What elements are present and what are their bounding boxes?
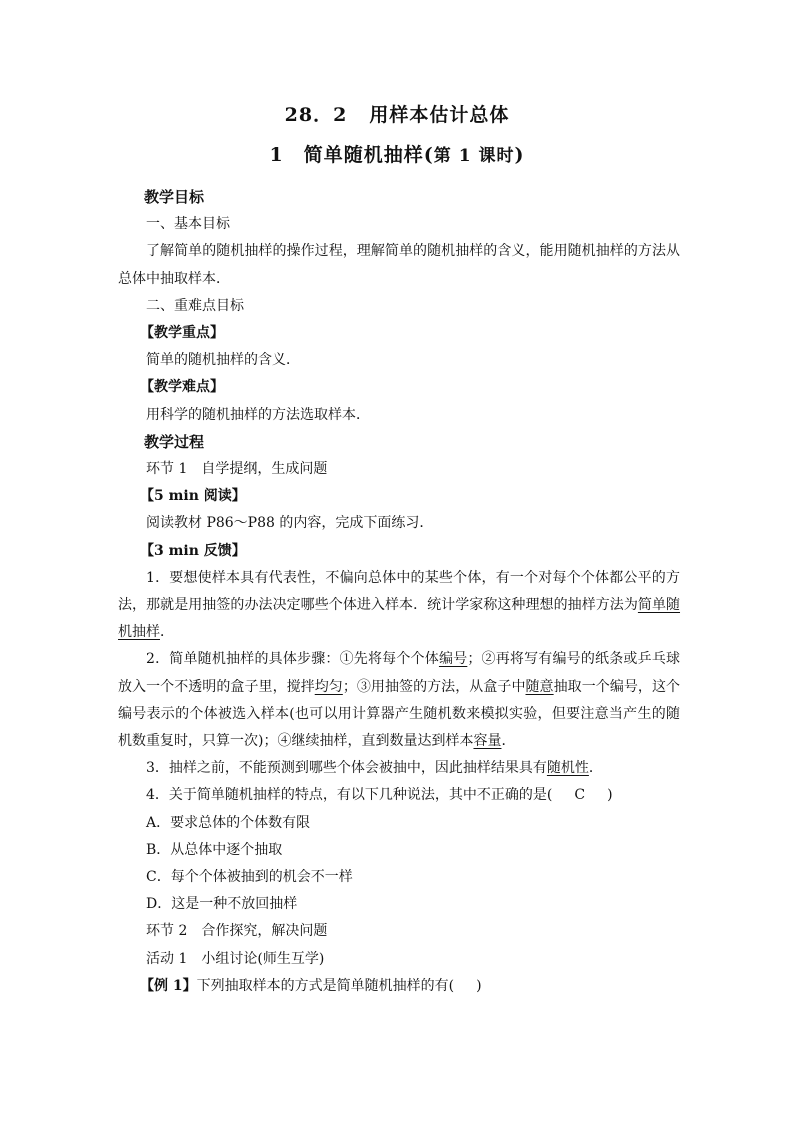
reading-text: 阅读教材 P86～P88 的内容，完成下面练习． — [146, 515, 434, 532]
title-number: 28．2 — [284, 104, 348, 126]
question-3 — [118, 755, 680, 782]
q1-end: ． — [160, 624, 174, 641]
lesson-subtitle — [0, 140, 794, 167]
q2-part1: 2．简单随机抽样的具体步骤：①先将每个个体 — [146, 651, 439, 668]
q2-answer2: 均匀 — [314, 678, 343, 695]
q1-answer: 简单随机抽样 — [118, 597, 681, 641]
q3-answer: 随机性 — [546, 760, 589, 777]
key-point-label: 【教学重点】 — [140, 325, 224, 342]
question-4 — [118, 782, 680, 809]
step2-label: 环节 2 — [146, 923, 188, 940]
feedback-label: 【3 min 反馈】 — [140, 542, 246, 559]
difficulty-label: 【教学难点】 — [140, 379, 224, 396]
example1-text: 下列抽取样本的方式是简单随机抽样的有( — [196, 977, 455, 994]
q4-close: ) — [607, 787, 613, 804]
subtitle-close: ) — [514, 144, 525, 166]
q2-answer3: 随意 — [525, 678, 554, 695]
question-2 — [118, 646, 680, 755]
activity1-heading — [118, 946, 680, 973]
step1-label: 环节 1 — [146, 461, 188, 478]
q4-option-a: A．要求总体的个体数有限 — [146, 814, 311, 831]
q2-part5: ． — [501, 733, 516, 750]
q2-part4: 抽取一个编号，这个编号表示的个体被选入样本(也可以用计算器产生随机数来模拟实验，但要注意当产生的随机数重复时，只算一次)；④继续抽样，直到数量达到样本 — [118, 678, 681, 750]
q2-part2: ；②再将写有编号的纸条或乒乓球放入一个不透明的盒子里，搅拌 — [118, 651, 681, 695]
subtitle-text: 简单随机抽样( — [303, 144, 434, 166]
objectives-heading: 教学目标 — [144, 188, 205, 206]
step1-heading — [118, 456, 680, 483]
q2-part3: ；③用抽签的方法，从盒子中 — [342, 678, 526, 695]
step2-heading — [118, 918, 680, 945]
q4-answer: C — [574, 787, 586, 804]
question-1 — [118, 565, 680, 647]
example1-close: ) — [476, 977, 482, 994]
q2-answer4: 容量 — [473, 733, 502, 750]
q4-option-c: C．每个个体被抽到的机会不一样 — [146, 869, 353, 886]
basic-goal-heading: 一、基本目标 — [146, 216, 230, 233]
q4-stem: 4．关于简单随机抽样的特点，有以下几种说法，其中不正确的是( — [146, 787, 553, 804]
example1-label: 【例 1】 — [140, 977, 197, 994]
subtitle-number: 1 — [269, 144, 284, 166]
q4-option-d: D．这是一种不放回抽样 — [146, 896, 298, 913]
key-goal-heading: 二、重难点目标 — [146, 297, 244, 314]
lesson-title — [0, 100, 794, 127]
basic-goal-text: 了解简单的随机抽样的操作过程，理解简单的随机抽样的含义，能用随机抽样的方法从总体中抽取样本． — [118, 243, 680, 287]
q1-stem: 1．要想使样本具有代表性，不偏向总体中的某些个体，有一个对每个个体都公平的方法，那就是用抽签的办法决定哪些个体进入样本．统计学家称这种理想的抽样方法为 — [118, 569, 680, 614]
title-text: 用样本估计总体 — [369, 104, 510, 126]
q2-answer1: 编号 — [438, 651, 468, 668]
q3-end: ． — [588, 760, 603, 777]
example-1 — [118, 973, 680, 1000]
step2-text: 合作探究，解决问题 — [201, 923, 328, 940]
q4-option-b: B．从总体中逐个抽取 — [146, 841, 283, 858]
process-heading: 教学过程 — [144, 432, 205, 451]
key-point-text: 简单的随机抽样的含义． — [146, 352, 300, 369]
difficulty-text: 用科学的随机抽样的方法选取样本． — [146, 406, 370, 423]
activity1-text: 小组讨论(师生互学) — [201, 950, 325, 967]
step1-text: 自学提纲，生成问题 — [201, 461, 328, 478]
reading-label: 【5 min 阅读】 — [140, 488, 246, 505]
lesson-body — [118, 184, 680, 1000]
subtitle-period: 第 1 课时 — [433, 146, 515, 166]
q3-stem: 3．抽样之前，不能预测到哪些个体会被抽中，因此抽样结果具有 — [146, 760, 547, 777]
activity1-label: 活动 1 — [146, 950, 188, 967]
